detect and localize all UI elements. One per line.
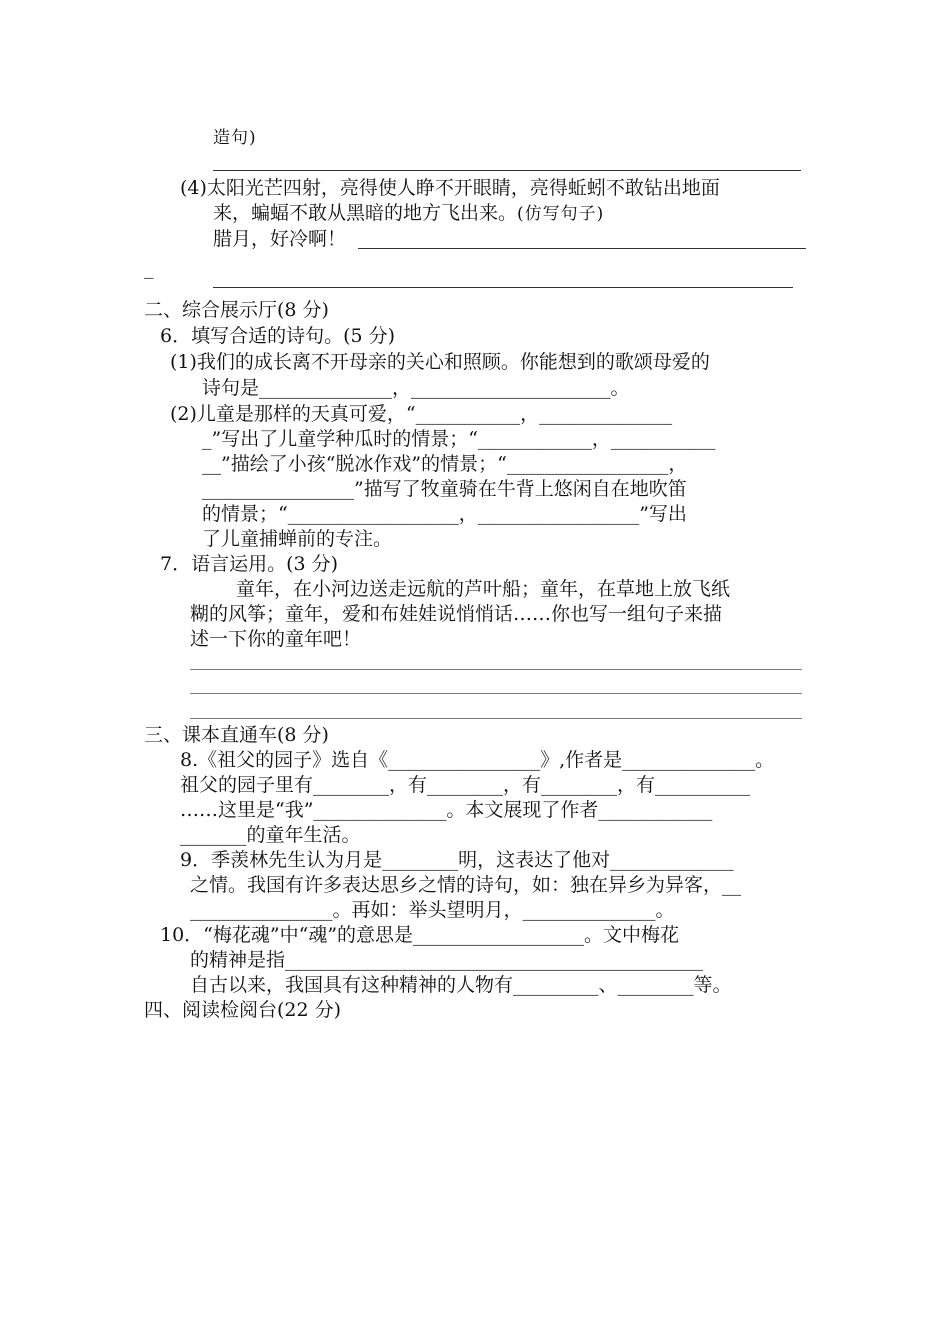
q8-line4: _______的童年生活。 <box>180 824 361 846</box>
answer-line[interactable] <box>358 248 806 249</box>
q10-line3: 自古以来，我国具有这种精神的人物有_________、________等。 <box>190 974 732 996</box>
section-4-heading: 四、阅读检阅台(22 分) <box>144 999 342 1021</box>
q8-line3: ……这里是“我”______________。本文展现了作者____________ <box>180 799 713 821</box>
q6-p2-line1: (2)儿童是那样的天真可爱，“___________，______________ <box>170 403 673 425</box>
q8-line2: 祖父的园子里有________，有________，有________，有__________ <box>180 774 751 796</box>
q6-p2-line6: 了儿童捕蝉前的专注。 <box>202 528 393 550</box>
q6-p2-line2: _”写出了儿童学种瓜时的情景；“____________，___________ <box>202 428 716 450</box>
answer-line[interactable] <box>190 693 802 694</box>
q10-line1: 10．“梅花魂”中“魂”的意思是__________________。文中梅花 <box>160 924 680 946</box>
answer-line[interactable] <box>190 669 802 670</box>
q5-line-d: 腊月，好冷啊！ <box>213 228 347 250</box>
q5-line-c-note: (仿写句子) <box>517 204 605 224</box>
q7-body-line1: 童年，在小河边送走远航的芦叶船；童年，在草地上放飞纸 <box>236 578 731 600</box>
q6-p2-line3: __”描绘了小孩“脱冰作戏”的情景；“_________________， <box>202 453 688 475</box>
q5-line-c <box>213 201 604 225</box>
q6-p2-line4: ________________”描写了牧童骑在牛背上悠闲自在地吹笛 <box>202 478 687 500</box>
section-2-heading: 二、综合展示厅(8 分) <box>144 299 329 321</box>
section-3-heading: 三、课本直通车(8 分) <box>144 724 329 746</box>
q6-p2-line5: 的情景；“__________________，_________________”写出 <box>202 503 687 525</box>
stray-mark: _ <box>144 257 154 279</box>
q7-body-line2: 糊的风筝；童年，爱和布娃娃说悄悄话……你也写一组句子来描 <box>190 603 723 625</box>
answer-line[interactable] <box>213 170 801 171</box>
q5-line-c-text: 来，蝙蝠不敢从黑暗的地方飞出来。 <box>213 202 518 224</box>
answer-line[interactable] <box>213 287 793 288</box>
q7-body-line3: 述一下你的童年吧！ <box>190 628 362 650</box>
q9-line1: 9．季羡林先生认为月是________明，这表达了他对_____________ <box>180 849 734 871</box>
q7-stem: 7．语言运用。(3 分) <box>160 553 339 575</box>
q6-p1-line2: 诗句是______________，_____________________。 <box>202 377 630 399</box>
q5-line-b: (4)太阳光芒四射，亮得使人睁不开眼睛，亮得蚯蚓不敢钻出地面 <box>180 177 720 199</box>
q6-p1-line1: (1)我们的成长离不开母亲的关心和照顾。你能想到的歌颂母爱的 <box>170 351 710 373</box>
q8-line1: 8.《祖父的园子》选自《________________》,作者是______________。 <box>180 749 775 771</box>
answer-line[interactable] <box>190 718 802 719</box>
q5-line-a: 造句) <box>213 128 257 148</box>
q9-line2: 之情。我国有许多表达思乡之情的诗句，如：独在异乡为异客，__ <box>190 874 742 896</box>
q10-line2: 的精神是指____________________________________________ <box>190 949 704 971</box>
q6-stem: 6．填写合适的诗句。(5 分) <box>160 325 396 347</box>
q9-line3: _______________。再如：举头望明月，______________。 <box>190 899 675 921</box>
